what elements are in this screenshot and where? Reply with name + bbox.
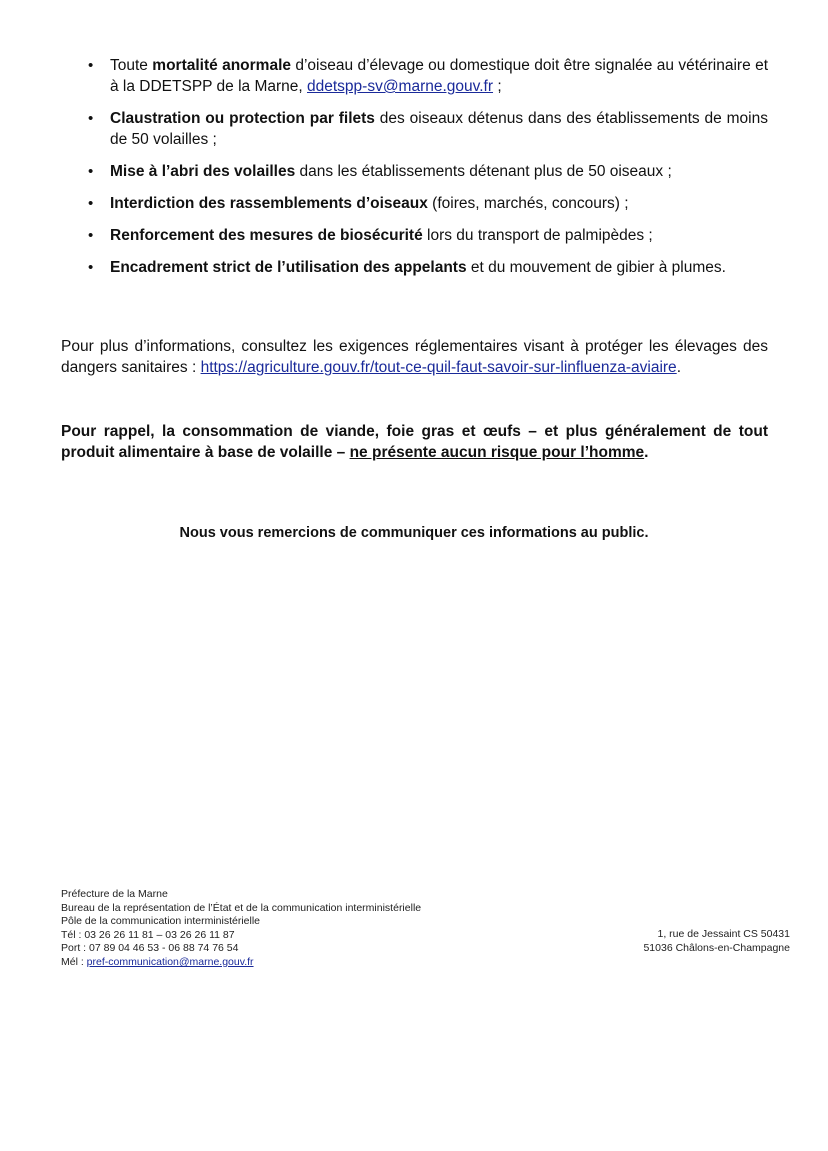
list-item: • Encadrement strict de l’utilisation des appelants et du mouvement de gibier à plumes. [84,257,768,278]
bold-text: mortalité anormale [152,57,292,74]
info-paragraph: Pour plus d’informations, consultez les exigences réglementaires visant à protéger les élevages des dangers sanitaires : https://agriculture.gouv.fr/tout-ce-quil-faut-savoir-sur-linfluenza-aviaire. [61,338,768,376]
footer-email-link[interactable]: pref-communication@marne.gouv.fr [86,955,254,968]
footer-org: Préfecture de la Marne [61,888,168,900]
underlined-text: ne présente aucun risque pour l’homme [349,444,645,461]
list-item: • Claustration ou protection par filets des oiseaux détenus dans des établissements de moins de 50 volailles ; [84,108,768,150]
footer-contact [61,888,421,970]
list-item: • Interdiction des rassemblements d’oiseaux (foires, marchés, concours) ; [84,193,768,214]
bold-text: Renforcement des mesures de biosécurité [110,227,423,244]
list-item: • Renforcement des mesures de biosécurité lors du transport de palmipèdes ; [84,225,768,246]
bold-text: Interdiction des rassemblements d’oiseaux [110,195,428,212]
bold-text: Claustration ou protection par filets [110,110,375,127]
footer-address [643,928,790,955]
bold-text: Mise à l’abri des volailles [110,163,296,180]
footer-tel: Tél : 03 26 26 11 81 – 03 26 26 11 87 [61,928,235,941]
thanks-text: Nous vous remercions de communiquer ces informations au public. [179,525,649,541]
footer-port: Port : 07 89 04 46 53 - 06 88 74 76 54 [61,942,239,955]
bold-text: Encadrement strict de l’utilisation des appelants [110,259,467,276]
list-item: • Mise à l’abri des volailles dans les établissements détenant plus de 50 oiseaux ; [84,161,768,182]
list-item: • Toute mortalité anormale d’oiseau d’élevage ou domestique doit être signalée au vétérinaire et à la DDETSPP de la Marne, ddetspp-sv@marne.gouv.fr ; [84,55,768,97]
measures-list [84,55,768,289]
address-line-1: 1, rue de Jessaint CS 50431 [657,928,790,940]
footer-pole: Pôle de la communication interministérielle [61,915,261,928]
footer-bureau: Bureau de la représentation de l’État et de la communication interministérielle [61,901,422,914]
email-link[interactable]: ddetspp-sv@marne.gouv.fr [307,78,494,95]
footer-mel: Mél : pref-communication@marne.gouv.fr [61,955,254,968]
reminder-paragraph: Pour rappel, la consommation de viande, foie gras et œufs – et plus généralement de tout produit alimentaire à base de volaille – ne présente aucun risque pour l’homme. [61,423,768,461]
agriculture-link[interactable]: https://agriculture.gouv.fr/tout-ce-quil-faut-savoir-sur-linfluenza-aviaire [200,359,677,376]
address-line-2: 51036 Châlons-en-Champagne [643,941,790,954]
